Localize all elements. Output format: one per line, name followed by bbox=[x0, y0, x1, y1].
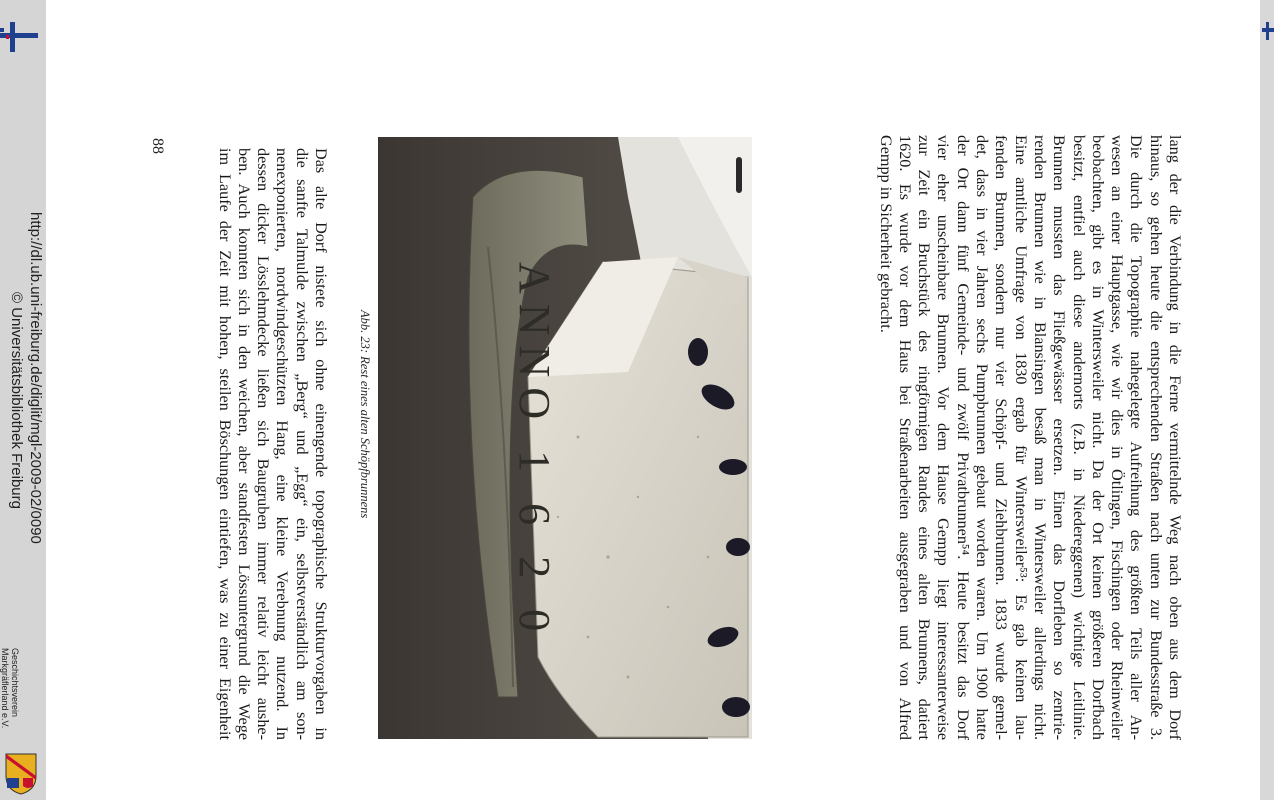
text-line: 1620. Es wurde vor dem Haus bei Straßenarbeiten ausgegraben und von Alfred bbox=[895, 135, 914, 740]
paragraph-bottom bbox=[214, 148, 330, 740]
text-line: lang der die Verbindung in die Ferne vermittelnde Weg nach oben aus dem Dorf bbox=[1166, 135, 1184, 740]
photo-well-fragment bbox=[378, 137, 752, 739]
right-strip bbox=[1260, 0, 1274, 800]
text-line: renden Brunnen wie in Blansingen besaß man in Wintersweiler allerdings nicht. bbox=[1030, 135, 1049, 740]
society-line-2: Markgräflerland e.V. bbox=[0, 648, 10, 729]
flag-marker-icon bbox=[0, 22, 38, 52]
text-line: wesen an einer Hauptgasse, wie wir dies in Ötlingen, Fischingen oder Rheinweiler bbox=[1108, 135, 1127, 740]
text-line: Brunnen mussten das Fließgewässer ersetzen. Einen das Dorfleben so zentrie- bbox=[1050, 135, 1069, 740]
text-line: zur Zeit ein Bruchstück des ringförmigen Randes eines alten Brunnens, datiert bbox=[915, 135, 934, 740]
text-line: ben. Auch konnten sich in den weichen, aber standfesten Lössuntergrund die Wege bbox=[234, 148, 253, 740]
figure-caption: Abb. 23: Rest eines alten Schöpfbrunnens bbox=[358, 310, 372, 519]
text-line: vier eher unscheinbare Brunnen. Vor dem Hause Gempp liegt interessanterweise bbox=[934, 135, 953, 740]
coat-of-arms-logo-icon bbox=[2, 752, 40, 796]
text-line: hinaus, so gehen heute die entsprechenden Straßen nach unten zur Bundesstraße 3. bbox=[1146, 135, 1165, 740]
text-line: dessen dicker Lösslehmdecke ließen sich Baugruben immer relativ leicht aushe- bbox=[254, 148, 273, 740]
photo-inscription: ANNO 1 6 2 0 bbox=[510, 262, 559, 642]
text-line: nenexponierten, nordwindgeschützten Hang, eine kleine Verebnung nutzend. In bbox=[273, 148, 292, 740]
text-line: fenden Brunnen, sondern nur vier Schöpf- und Ziehbrunnen. 1833 wurde gemel- bbox=[992, 135, 1011, 740]
text-line: Eine amtliche Umfrage von 1830 ergab für Wintersweiler⁵³: Es gab keinen lau- bbox=[1011, 135, 1030, 740]
text-line: besitzt, entfiel auch diese andernorts (z.B. in Niedereggenen) wichtige Leitlinie. bbox=[1069, 135, 1088, 740]
copyright-text: © Universitätsbibliothek Freiburg bbox=[8, 292, 25, 509]
text-line: der Ort dann fünf Gemeinde- und zwölf Privatbrunnen⁵⁴. Heute besitzt das Dorf bbox=[953, 135, 972, 740]
society-name bbox=[0, 648, 20, 728]
flag-marker-right-icon bbox=[1262, 22, 1274, 40]
document-url[interactable]: http://dl.ub.uni-freiburg.de/diglit/mgl-2009-02/0090 bbox=[27, 212, 44, 544]
text-line: beobachten, gibt es in Wintersweiler nicht. Da der Ort keinen größeren Dorfbach bbox=[1088, 135, 1107, 740]
document-page bbox=[46, 0, 1260, 800]
page-number: 88 bbox=[149, 138, 166, 154]
text-line: im Laufe der Zeit mit hohen, steilen Böschungen eintiefen, was zu einer Eigenheit bbox=[215, 148, 234, 740]
text-line: die sanfte Talmulde zwischen „Berg“ und „Egg“ ein, selbstverständlich am son- bbox=[292, 148, 311, 740]
text-line: Die durch die Topographie nahegelegte Aufreihung des größten Teils aller An- bbox=[1127, 135, 1146, 740]
text-line: Das alte Dorf nistete sich ohne einengende topographische Strukturvorgaben in bbox=[312, 148, 330, 740]
text-line: det, dass in vier Jahren sechs Pumpbrunnen gebaut worden waren. Um 1900 hatte bbox=[973, 135, 992, 740]
society-line-1: Geschichtsverein bbox=[10, 648, 20, 718]
text-line: Gempp in Sicherheit gebracht. bbox=[876, 135, 895, 333]
paragraph-top bbox=[875, 135, 1184, 740]
